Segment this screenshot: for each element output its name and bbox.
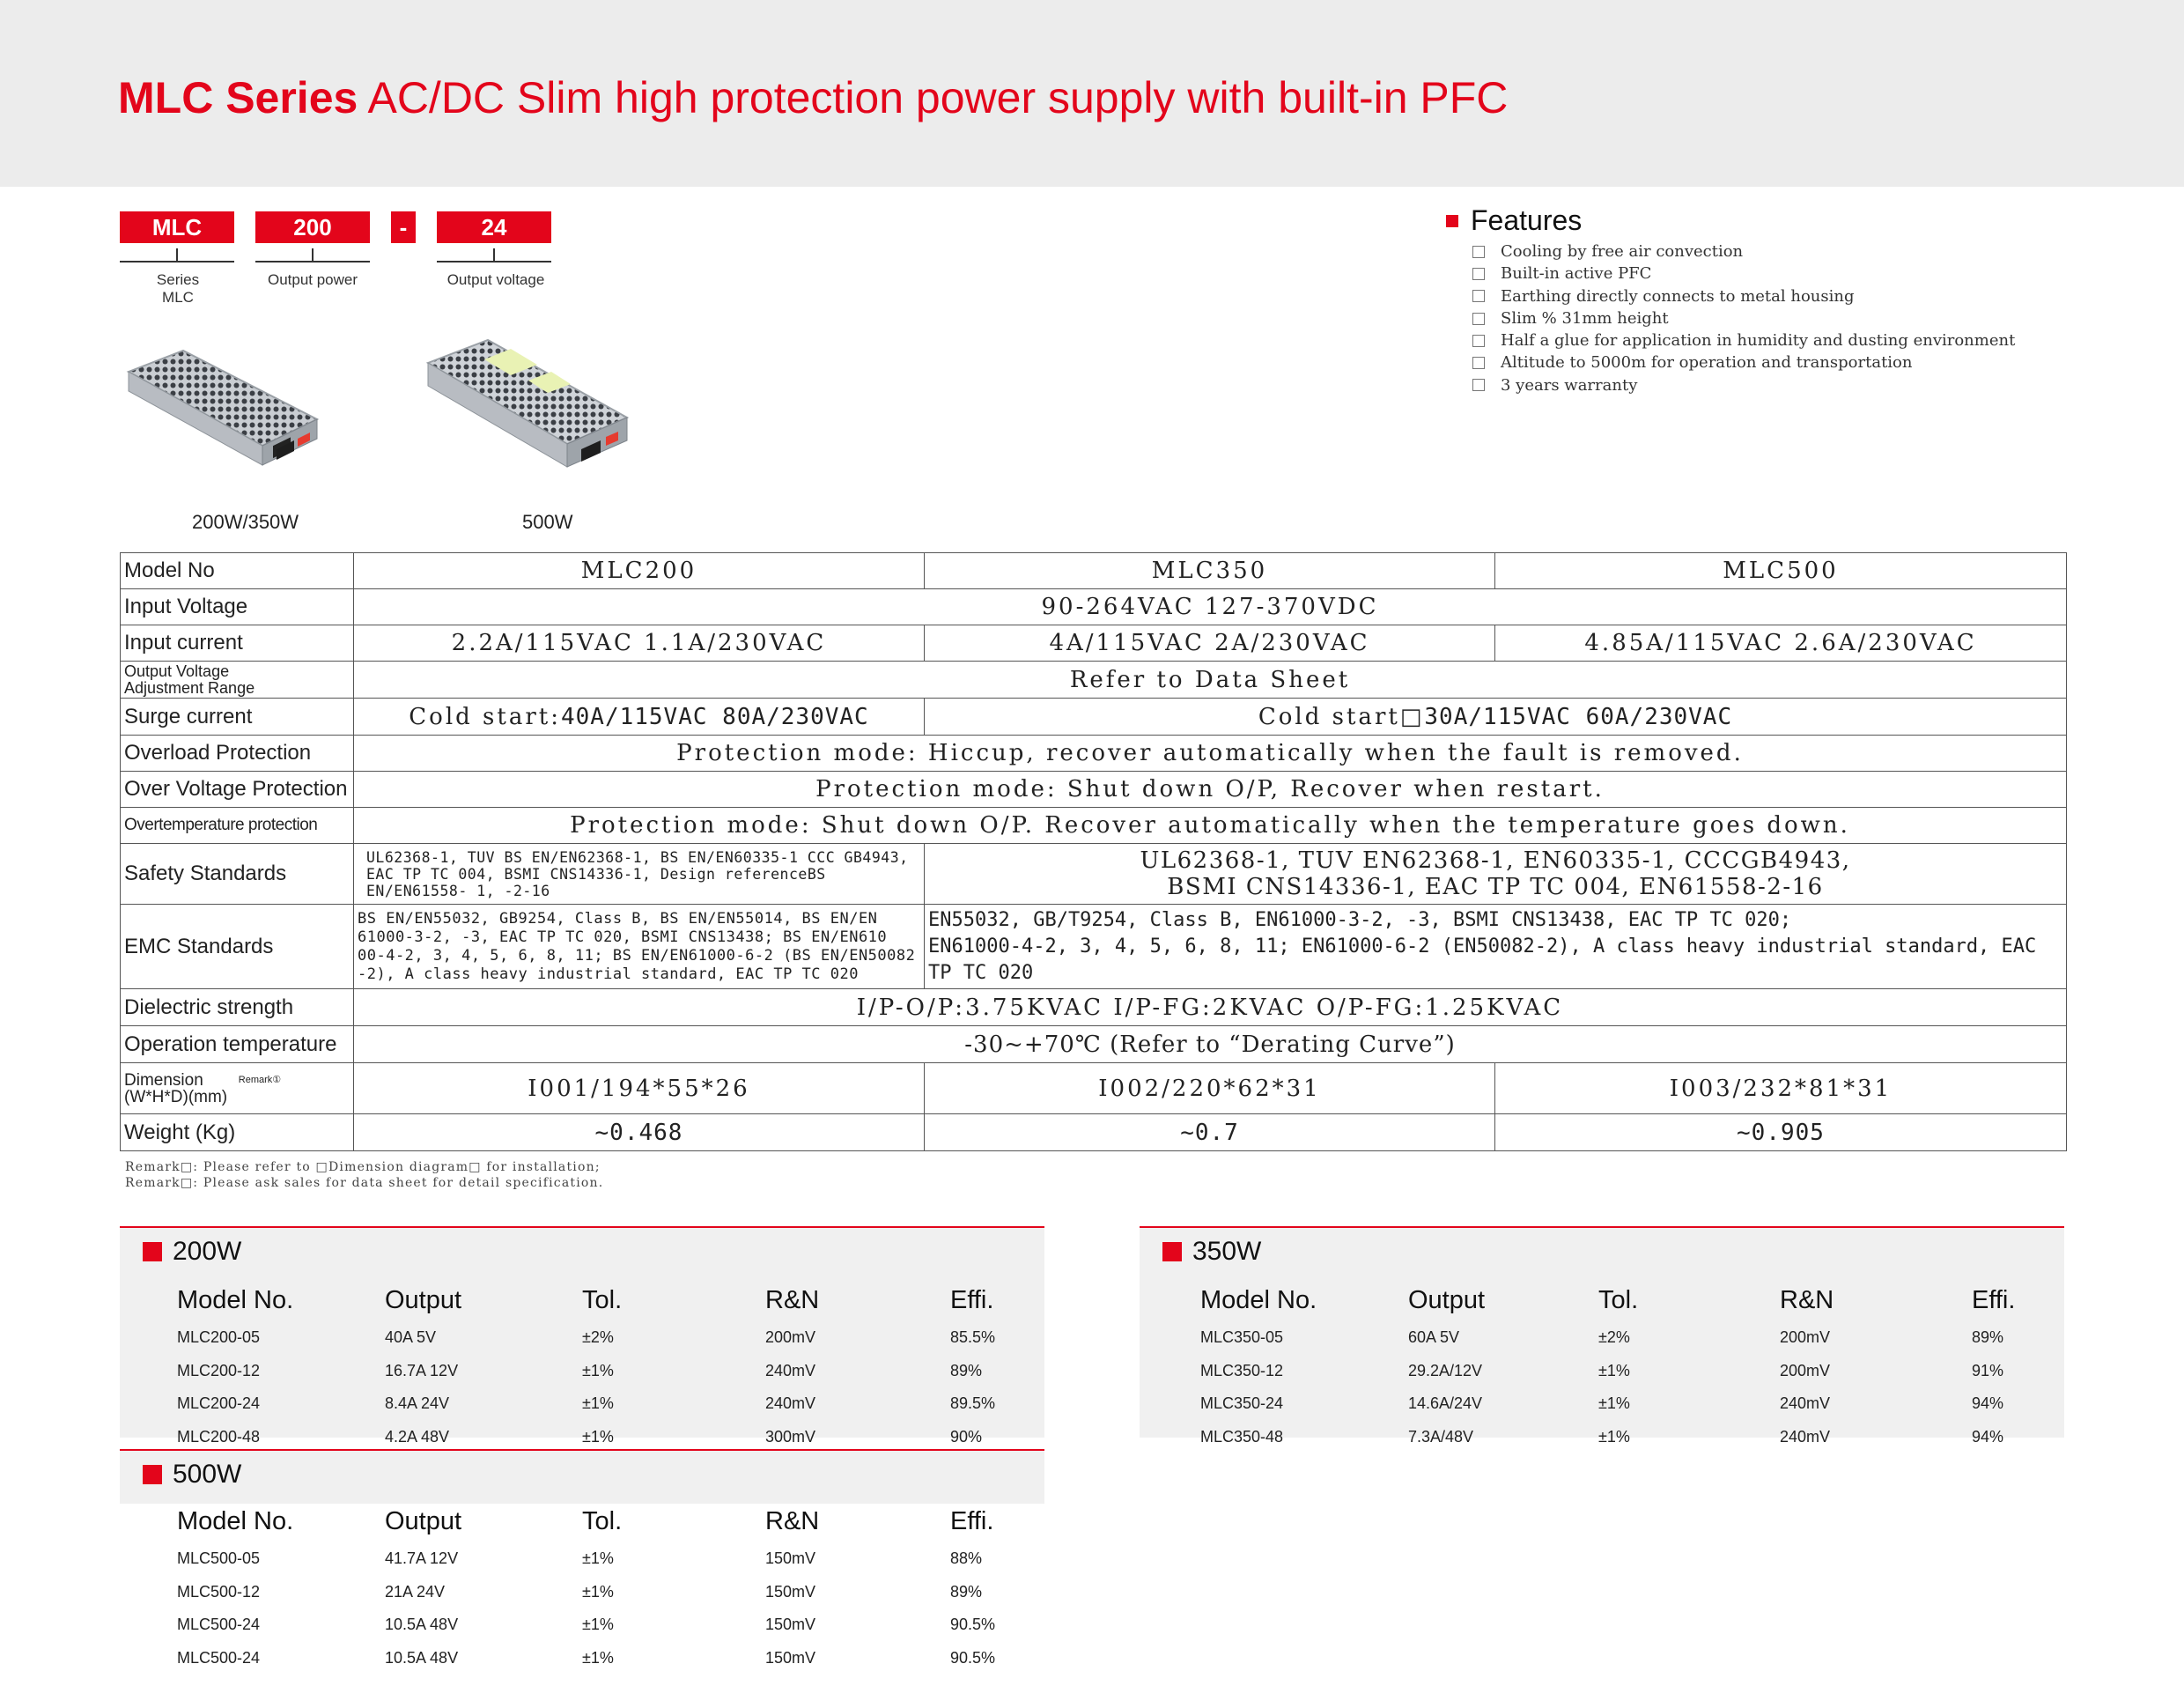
- panel-500w: [120, 1449, 1044, 1667]
- table-row: MLC500-24 10.5A 48V ±1% 150mV 90.5%: [177, 1616, 996, 1634]
- psu-200w-350w-image: [122, 342, 324, 492]
- col-header: Effi.: [1972, 1285, 2016, 1314]
- remark-tag: Remark①: [238, 1074, 282, 1085]
- col-header: Output: [1408, 1285, 1486, 1314]
- spec-label: Surge current: [121, 699, 354, 736]
- col-header: Tol.: [582, 1285, 623, 1314]
- features-section: [1446, 204, 2168, 396]
- table-row: MLC200-12 16.7A 12V ±1% 240mV 89%: [177, 1361, 983, 1379]
- bullet-square-icon: [143, 1242, 162, 1261]
- bullet-square-icon: [1446, 215, 1458, 227]
- col-header: Tol.: [582, 1506, 623, 1535]
- code-underline: [255, 261, 370, 263]
- spec-row-weight: [121, 1114, 2067, 1151]
- image-caption-large: 500W: [522, 511, 573, 533]
- code-dash-box: -: [391, 211, 416, 243]
- spec-value: Protection mode: Shut down O/P. Recover automatically when the temperature goes down.: [354, 808, 2067, 844]
- table-row: MLC350-05 60A 5V ±2% 200mV 89%: [1200, 1328, 2004, 1347]
- remark-line: Remark□: Please refer to □Dimension diagram□ for installation;: [125, 1160, 601, 1174]
- col-header: R&N: [765, 1285, 820, 1314]
- panel-350w: [1140, 1226, 2064, 1446]
- spec-value: EN55032, GB/T9254, Class B, EN61000-3-2, -3, BSMI CNS13438, EAC TP TC 020; EN61000-4-2, 3, 4, 5, 6, 8, 11; EN61000-6-2 (EN50082-2), A class heavy industrial standard, EAC TP TC 020: [925, 905, 2067, 989]
- spec-value: ~0.7: [925, 1114, 1495, 1151]
- remarks: [125, 1159, 603, 1191]
- spec-row-input-current: [121, 625, 2067, 662]
- spec-value: Protection mode: Hiccup, recover automatically when the fault is removed.: [354, 736, 2067, 772]
- code-tick: [176, 248, 178, 261]
- panel-title: 350W: [1162, 1237, 1261, 1267]
- spec-value: -30~+70℃ (Refer to “Derating Curve”): [354, 1026, 2067, 1063]
- panel-title: 500W: [143, 1460, 241, 1490]
- checkbox-icon: [1472, 335, 1485, 347]
- feature-item: Earthing directly connects to metal housing: [1472, 285, 2168, 307]
- checkbox-icon: [1472, 290, 1485, 302]
- spec-row-dimension: [121, 1063, 2067, 1114]
- code-tick: [312, 248, 314, 261]
- spec-value: BS EN/EN55032, GB9254, Class B, BS EN/EN55014, BS EN/EN 61000-3-2, -3, EAC TP TC 020, BSMI CNS13438; BS EN/EN610 00-4-2, 3, 4, 5, 6, 8, 11; BS EN/EN61000-6-2 (BS EN/EN50082 -2), A class heavy industrial standard, EAC TP TC 020: [354, 905, 925, 989]
- spec-row-overload: [121, 736, 2067, 772]
- feature-item: Half a glue for application in humidity and dusting environment: [1472, 329, 2168, 351]
- panel-divider: [120, 1449, 1044, 1451]
- code-voltage-box: 24: [437, 211, 551, 243]
- spec-row-model: [121, 553, 2067, 589]
- table-row: MLC350-12 29.2A/12V ±1% 200mV 91%: [1200, 1361, 2004, 1379]
- panel-200w: [120, 1226, 1044, 1446]
- col-header: Model No.: [177, 1506, 294, 1535]
- code-label-series: Series MLC: [156, 271, 200, 306]
- table-row: MLC200-05 40A 5V ±2% 200mV 85.5%: [177, 1328, 996, 1347]
- remark-line: Remark□: Please ask sales for data sheet for detail specification.: [125, 1176, 604, 1190]
- spec-value: I/P-O/P:3.75KVAC I/P-FG:2KVAC O/P-FG:1.25KVAC: [354, 989, 2067, 1026]
- col-header: Model No.: [1200, 1285, 1317, 1314]
- col-header: Output: [385, 1506, 462, 1535]
- spec-value: ~0.468: [354, 1114, 925, 1151]
- bullet-square-icon: [143, 1465, 162, 1484]
- spec-row-dielectric: [121, 989, 2067, 1026]
- table-row: MLC500-05 41.7A 12V ±1% 150mV 88%: [177, 1549, 983, 1568]
- spec-value: MLC500: [1495, 553, 2067, 589]
- feature-item: Altitude to 5000m for operation and transportation: [1472, 351, 2168, 373]
- spec-value: UL62368-1, TUV EN62368-1, EN60335-1, CCCGB4943, BSMI CNS14336-1, EAC TP TC 004, EN61558-2-16: [925, 844, 2067, 905]
- page-title: [118, 72, 1508, 123]
- checkbox-icon: [1472, 268, 1485, 280]
- spec-value: I001/194*55*26: [354, 1063, 925, 1114]
- models-table-500w: [120, 1500, 1044, 1675]
- spec-label: Input Voltage: [121, 589, 354, 625]
- spec-label: Output Voltage Adjustment Range: [121, 662, 354, 699]
- spec-value: 2.2A/115VAC 1.1A/230VAC: [354, 625, 925, 662]
- feature-item: Cooling by free air convection: [1472, 240, 2168, 263]
- spec-row-overvoltage: [121, 772, 2067, 808]
- spec-value: Cold start:40A/115VAC 80A/230VAC: [354, 699, 925, 736]
- spec-row-overtemp: [121, 808, 2067, 844]
- table-row: MLC350-48 7.3A/48V ±1% 240mV 94%: [1200, 1427, 2004, 1446]
- code-label-voltage: Output voltage: [446, 271, 545, 288]
- spec-value: UL62368-1, TUV BS EN/EN62368-1, BS EN/EN60335-1 CCC GB4943, EAC TP TC 004, BSMI CNS14336-1, Design referenceBS EN/EN61558- 1, -2-16: [354, 844, 925, 905]
- image-caption-small: 200W/350W: [192, 511, 299, 533]
- spec-label: Operation temperature: [121, 1026, 354, 1063]
- table-row: MLC500-24 10.5A 48V ±1% 150mV 90.5%: [177, 1648, 996, 1667]
- table-row: MLC200-48 4.2A 48V ±1% 300mV 90%: [177, 1427, 983, 1446]
- models-table-200w: [120, 1279, 1044, 1453]
- spec-label: Overtemperature protection: [121, 808, 354, 844]
- spec-row-input-voltage: [121, 589, 2067, 625]
- spec-table: [120, 552, 2067, 1151]
- features-heading: Features: [1446, 204, 2168, 237]
- code-power-box: 200: [255, 211, 370, 243]
- table-row: MLC200-24 8.4A 24V ±1% 240mV 89.5%: [177, 1394, 996, 1413]
- spec-value: ~0.905: [1495, 1114, 2067, 1151]
- col-header: R&N: [1780, 1285, 1834, 1314]
- feature-item: Slim % 31mm height: [1472, 307, 2168, 329]
- spec-row-surge: [121, 699, 2067, 736]
- code-series-box: MLC: [120, 211, 234, 243]
- spec-label: Dielectric strength: [121, 989, 354, 1026]
- features-list: [1472, 240, 2168, 396]
- bullet-square-icon: [1162, 1242, 1182, 1261]
- spec-row-emc: [121, 905, 2067, 989]
- feature-item: Built-in active PFC: [1472, 263, 2168, 285]
- spec-value: MLC200: [354, 553, 925, 589]
- spec-value: Protection mode: Shut down O/P, Recover when restart.: [354, 772, 2067, 808]
- spec-label: Dimension $^{Remark①}$ (W*H*D)(mm): [121, 1063, 354, 1114]
- spec-label: Overload Protection: [121, 736, 354, 772]
- checkbox-icon: [1472, 246, 1485, 258]
- spec-label: EMC Standards: [121, 905, 354, 989]
- col-header: R&N: [765, 1506, 820, 1535]
- checkbox-icon: [1472, 313, 1485, 325]
- spec-value: 90-264VAC 127-370VDC: [354, 589, 2067, 625]
- checkbox-icon: [1472, 357, 1485, 369]
- panel-divider: [120, 1226, 1044, 1228]
- code-tick: [493, 248, 495, 261]
- spec-value: 4.85A/115VAC 2.6A/230VAC: [1495, 625, 2067, 662]
- col-header: Effi.: [950, 1285, 994, 1314]
- spec-label: Safety Standards: [121, 844, 354, 905]
- spec-value: I003/232*81*31: [1495, 1063, 2067, 1114]
- code-underline: [437, 261, 551, 263]
- spec-label: Weight (Kg): [121, 1114, 354, 1151]
- spec-label: Model No: [121, 553, 354, 589]
- spec-value: 4A/115VAC 2A/230VAC: [925, 625, 1495, 662]
- code-underline: [120, 261, 234, 263]
- panel-divider: [1140, 1226, 2064, 1228]
- col-header: Output: [385, 1285, 462, 1314]
- spec-value: MLC350: [925, 553, 1495, 589]
- models-table-350w: [1140, 1279, 2064, 1453]
- series-name: MLC Series: [118, 73, 358, 122]
- table-row: MLC500-12 21A 24V ±1% 150mV 89%: [177, 1582, 983, 1601]
- col-header: Tol.: [1598, 1285, 1639, 1314]
- spec-row-op-temp: [121, 1026, 2067, 1063]
- col-header: Model No.: [177, 1285, 294, 1314]
- spec-label: Over Voltage Protection: [121, 772, 354, 808]
- code-label-power: Output power: [267, 271, 358, 288]
- page-subtitle: AC/DC Slim high protection power supply with built-in PFC: [367, 73, 1509, 122]
- psu-500w-image: [423, 331, 634, 490]
- spec-row-safety: [121, 844, 2067, 905]
- checkbox-icon: [1472, 379, 1485, 391]
- panel-title: 200W: [143, 1237, 241, 1267]
- spec-row-adj-range: [121, 662, 2067, 699]
- spec-value: I002/220*62*31: [925, 1063, 1495, 1114]
- col-header: Effi.: [950, 1506, 994, 1535]
- spec-value: Cold start□30A/115VAC 60A/230VAC: [925, 699, 2067, 736]
- spec-value: Refer to Data Sheet: [354, 662, 2067, 699]
- spec-label: Input current: [121, 625, 354, 662]
- feature-item: 3 years warranty: [1472, 374, 2168, 396]
- table-row: MLC350-24 14.6A/24V ±1% 240mV 94%: [1200, 1394, 2004, 1413]
